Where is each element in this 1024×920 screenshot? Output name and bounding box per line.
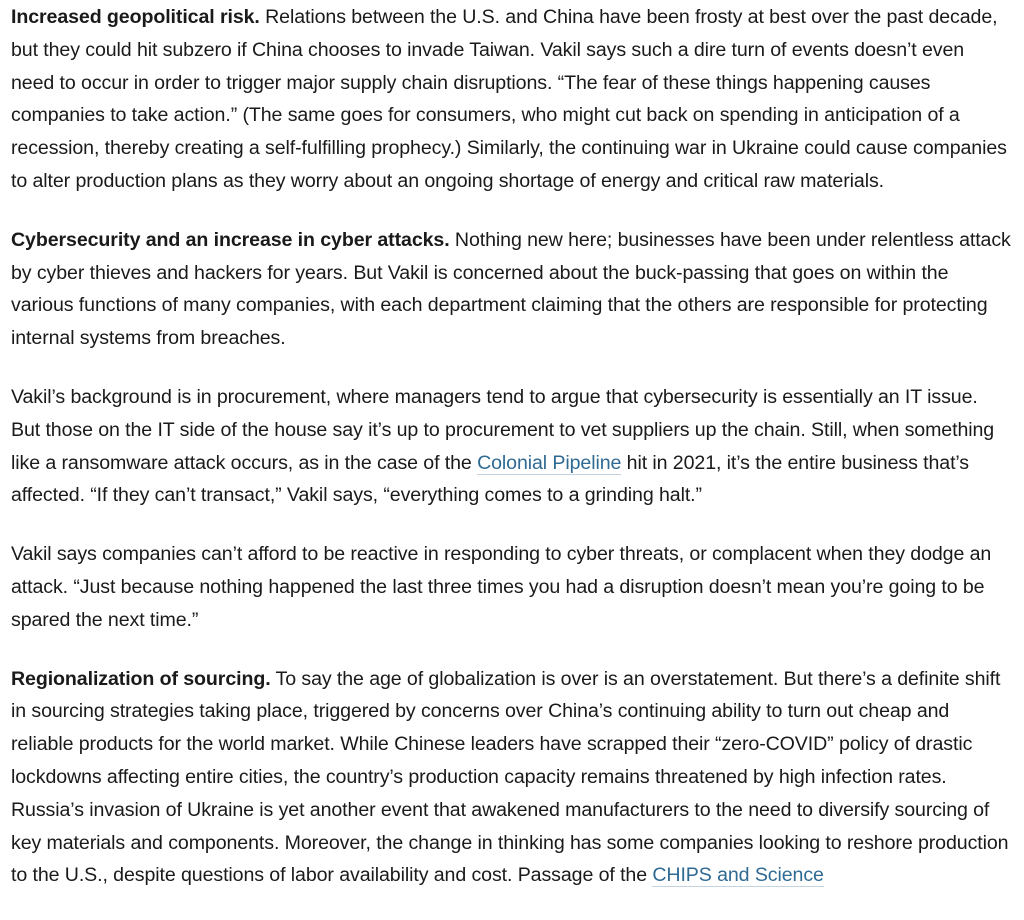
paragraph-text: Relations between the U.S. and China have been frosty at best over the past decade, but they could hit subzero if China chooses to invade Taiwan. Vakil says such a dire turn of events doesn’t even need to occur in order to trigger major supply chain disruptions. “The fear of these things happening causes companies to take action.” (The same goes for consumers, who might cut back on spending in anticipation of a recession, thereby creating a self-fulfilling prophecy.) Similarly, the continuing war in Ukraine could cause companies to alter production plans as they worry about an ongoing shortage of energy and critical raw materials. [11,6,1007,192]
article-body [11,0,1011,892]
paragraph-text: hit in 2021, it’s the entire business that’s affected. “If they can’t transact,” Vakil says, “everything comes to a grinding halt.” [11,451,970,507]
paragraph-lead: Cybersecurity and an increase in cyber attacks. [11,228,450,251]
chips-and-science-link[interactable]: CHIPS and Science [652,864,824,887]
paragraph-text: Vakil’s background is in procurement, where managers tend to argue that cybersecurity is essentially an IT issue. But those on the IT side of the house say it’s up to procurement to vet suppliers up the chain. Still, when something like a ransomware attack occurs, as in the case of the [11,385,995,474]
paragraph-lead: Increased geopolitical risk. [11,6,260,28]
colonial-pipeline-link[interactable]: Colonial Pipeline [477,451,622,474]
paragraph-cybersecurity [11,224,1011,355]
paragraph-text: Nothing new here; businesses have been under relentless attack by cyber thieves and hackers for years. But Vakil is concerned about the buck-passing that goes on within the various functions of many companies, with each department claiming that the others are responsible for protecting internal systems from breaches. [11,228,1011,350]
paragraph-reactive [11,538,1011,636]
paragraph-geopolitical-risk [11,0,1011,198]
paragraph-text: To say the age of globalization is over is an overstatement. But there’s a definite shift in sourcing strategies taking place, triggered by concerns over China’s continuing ability to turn out cheap and reliable products for the world market. While Chinese leaders have scrapped their “zero-COVID” policy of drastic lockdowns affecting entire cities, the country’s production capacity remains threatened by high infection rates. Russia’s invasion of Ukraine is yet another event that awakened manufacturers to the need to diversify sourcing of key materials and components. Moreover, the change in thinking has some companies looking to reshore production to the U.S., despite questions of labor availability and cost. Passage of the [11,667,1009,887]
paragraph-text: Vakil says companies can’t afford to be reactive in responding to cyber threats, or complacent when they dodge an attack. “Just because nothing happened the last three times you had a disruption doesn’t mean you’re going to be spared the next time.” [11,543,992,631]
paragraph-regionalization [11,663,1011,893]
paragraph-lead: Regionalization of sourcing. [11,667,271,690]
paragraph-procurement [11,381,1011,512]
